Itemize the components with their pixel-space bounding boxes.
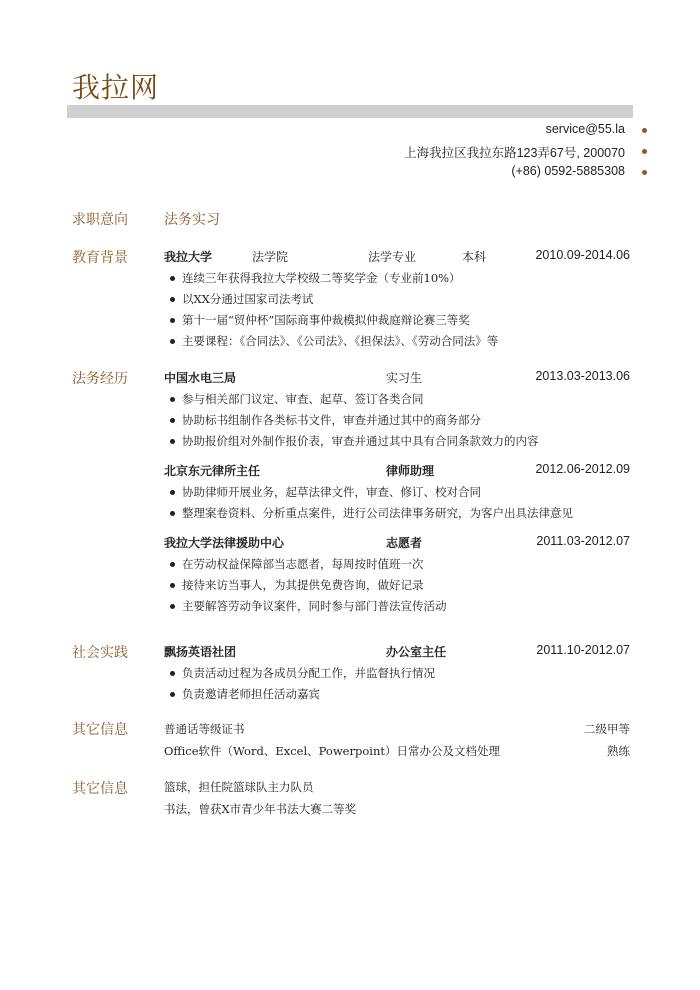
section-title-other-2: 其它信息 bbox=[72, 781, 128, 797]
other-item-text: 普通话等级证书 bbox=[164, 722, 245, 736]
legal-job-3 bbox=[164, 534, 630, 617]
other-item-level: 熟练 bbox=[607, 744, 630, 758]
bullet-icon bbox=[170, 562, 175, 567]
list-item: 接待来访当事人，为其提供免费咨询，做好记录 bbox=[164, 575, 630, 596]
bullet-icon bbox=[170, 439, 175, 444]
college-name: 法学院 bbox=[252, 250, 289, 264]
job-org: 中国水电三局 bbox=[164, 371, 237, 385]
resume-name: 我拉网 bbox=[72, 71, 160, 104]
bullet-icon bbox=[170, 418, 175, 423]
job-org: 我拉大学法律援助中心 bbox=[164, 536, 285, 550]
job-header-row bbox=[164, 462, 630, 482]
job-date: 2012.06-2012.09 bbox=[535, 462, 630, 476]
bullet-icon bbox=[170, 397, 175, 402]
education-header-row bbox=[164, 248, 630, 268]
education-bullets bbox=[164, 268, 630, 352]
bullet-dot-icon bbox=[642, 170, 647, 175]
section-title-social: 社会实践 bbox=[72, 645, 128, 661]
list-item: 整理案卷资料、分析重点案件，进行公司法律事务研究，为客户出具法律意见 bbox=[164, 503, 630, 524]
bullet-icon bbox=[170, 318, 175, 323]
contact-phone bbox=[511, 164, 625, 178]
list-item bbox=[164, 718, 630, 740]
job-date: 2013.03-2013.06 bbox=[535, 369, 630, 383]
section-title-other-1: 其它信息 bbox=[72, 722, 128, 738]
job-date: 2011.03-2012.07 bbox=[536, 534, 630, 548]
other-item-text: 篮球，担任院篮球队主力队员 bbox=[164, 780, 314, 794]
job-header-row bbox=[164, 369, 630, 389]
other-item-text: Office软件（Word、Excel、Powerpoint）日常办公及文档处理 bbox=[164, 744, 500, 758]
major-name: 法学专业 bbox=[368, 250, 417, 264]
bullet-icon bbox=[170, 339, 175, 344]
contact-email bbox=[546, 122, 625, 136]
social-org: 飘扬英语社团 bbox=[164, 645, 237, 659]
list-item bbox=[164, 776, 630, 798]
school-name: 我拉大学 bbox=[164, 250, 213, 264]
social-header-row bbox=[164, 643, 630, 663]
social-date: 2011.10-2012.07 bbox=[536, 643, 630, 657]
bullet-icon bbox=[170, 583, 175, 588]
list-item: 负责活动过程为各成员分配工作，并监督执行情况 bbox=[164, 663, 630, 684]
bullet-dot-icon bbox=[642, 128, 647, 133]
section-title-intent: 求职意向 bbox=[72, 212, 128, 228]
list-item: 协助标书组制作各类标书文件，审查并通过其中的商务部分 bbox=[164, 410, 630, 431]
phone-text: (+86) 0592-5885308 bbox=[511, 164, 625, 178]
legal-job-1 bbox=[164, 369, 630, 452]
list-item: 协助报价组对外制作报价表，审查并通过其中具有合同条款效力的内容 bbox=[164, 431, 630, 452]
degree-name: 本科 bbox=[462, 250, 487, 264]
job-bullets bbox=[164, 482, 630, 524]
section-title-education: 教育背景 bbox=[72, 250, 128, 266]
bullet-icon bbox=[170, 671, 175, 676]
bullet-icon bbox=[170, 511, 175, 516]
legal-job-2 bbox=[164, 462, 630, 524]
bullet-icon bbox=[170, 692, 175, 697]
job-header-row bbox=[164, 534, 630, 554]
email-text: service@55.la bbox=[545, 122, 625, 136]
list-item: 负责邀请老师担任活动嘉宾 bbox=[164, 684, 630, 705]
list-item bbox=[164, 740, 630, 762]
job-role: 律师助理 bbox=[386, 464, 435, 478]
job-role: 志愿者 bbox=[386, 536, 423, 550]
address-text: 上海我拉区我拉东路123弄67号, 200070 bbox=[404, 146, 625, 160]
list-item: 第十一届“贸仲杯”国际商事仲裁模拟仲裁庭辩论赛三等奖 bbox=[164, 310, 630, 331]
other-info-1 bbox=[164, 718, 630, 762]
list-item: 协助律师开展业务，起草法律文件，审查、修订、校对合同 bbox=[164, 482, 630, 503]
list-item: 参与相关部门议定、审查、起草、签订各类合同 bbox=[164, 389, 630, 410]
job-bullets bbox=[164, 554, 630, 617]
section-title-legal: 法务经历 bbox=[72, 371, 128, 387]
contact-address bbox=[404, 143, 625, 161]
social-block bbox=[164, 643, 630, 705]
list-item: 以XX分通过国家司法考试 bbox=[164, 289, 630, 310]
job-bullets bbox=[164, 389, 630, 452]
list-item: 连续三年获得我拉大学校级二等奖学金（专业前10%） bbox=[164, 268, 630, 289]
other-item-level: 二级甲等 bbox=[584, 722, 630, 736]
header-bar bbox=[67, 105, 633, 118]
bullet-dot-icon bbox=[642, 149, 647, 154]
bullet-icon bbox=[170, 276, 175, 281]
education-block bbox=[164, 248, 630, 352]
other-info-2 bbox=[164, 776, 630, 820]
job-org: 北京东元律所主任 bbox=[164, 464, 261, 478]
social-bullets bbox=[164, 663, 630, 705]
bullet-icon bbox=[170, 490, 175, 495]
list-item: 主要解答劳动争议案件，同时参与部门普法宣传活动 bbox=[164, 596, 630, 617]
list-item bbox=[164, 798, 630, 820]
intent-value: 法务实习 bbox=[164, 212, 220, 228]
bullet-icon bbox=[170, 297, 175, 302]
education-date: 2010.09-2014.06 bbox=[535, 248, 630, 262]
other-item-text: 书法，曾获X市青少年书法大赛二等奖 bbox=[164, 802, 357, 816]
job-role: 实习生 bbox=[386, 371, 423, 385]
bullet-icon bbox=[170, 604, 175, 609]
list-item: 主要课程：《合同法》、《公司法》、《担保法》、《劳动合同法》等 bbox=[164, 331, 630, 352]
social-role: 办公室主任 bbox=[386, 645, 447, 659]
list-item: 在劳动权益保障部当志愿者，每周按时值班一次 bbox=[164, 554, 630, 575]
